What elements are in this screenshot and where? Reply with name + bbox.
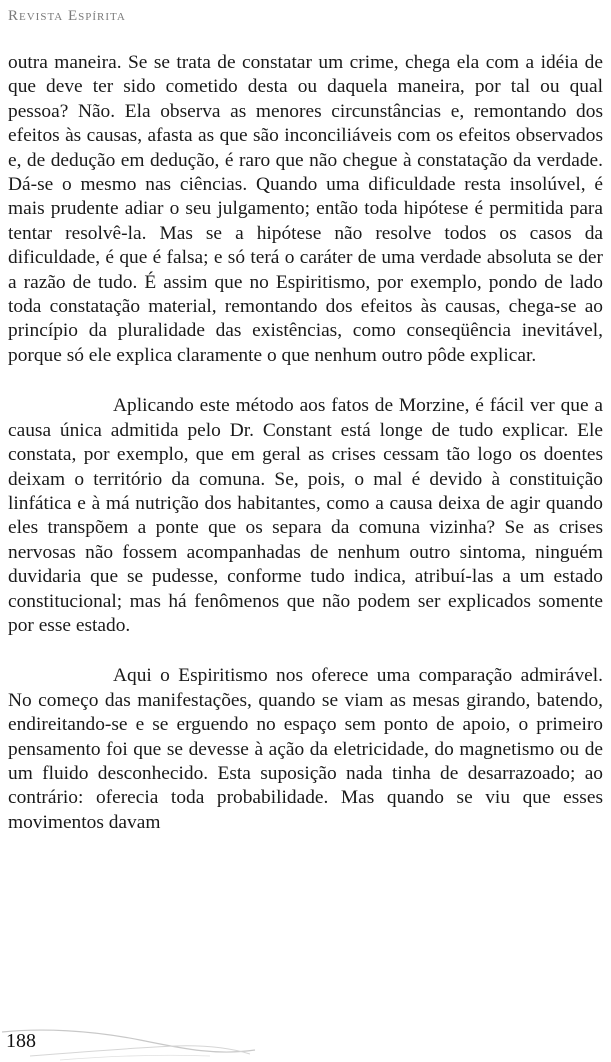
paragraph-3: Aqui o Espiritismo nos oferece uma comparação admirável. No começo das manifestações, quando se viam as mesas girando, batendo, endireitando-se e se erguendo no espaço sem ponto de apoio, o primeiro pensamento foi que se devesse à ação da eletricidade, do magnetismo ou de um fluido desconhecido. Esta suposição nada tinha de desarrazoado; ao contrário: oferecia toda probabilidade. Mas quando se viu que esses movimentos davam xyxy=(8,665,603,833)
running-head: Revista Espírita xyxy=(8,8,126,24)
flourish-ornament-icon xyxy=(0,1026,260,1062)
paragraph-2: Aplicando este método aos fatos de Morzine, é fácil ver que a causa única admitida pelo Dr. Constant está longe de tudo explicar. Ele constata, por exemplo, que em geral as crises cessam tão logo os doentes deixam o território da comuna. Se, pois, o mal é devido à constituição linfática e à má nutrição dos habitantes, como a causa deixa de agir quando eles transpõem a ponte que os separa da comuna vizinha? Se as crises nervosas não fossem acompanhadas de nenhum outro sintoma, ninguém duvidaria que se pudesse, conforme tudo indica, atribuí-las a um estado constitucional; mas há fenômenos que não podem ser explicados somente por esse estado. xyxy=(8,395,603,636)
body-text xyxy=(8,51,603,835)
paragraph-1: outra maneira. Se se trata de constatar um crime, chega ela com a idéia de que deve ter sido cometido desta ou daquela maneira, por tal ou qual pessoa? Não. Ela observa as menores circunstâncias e, remontando dos efeitos às causas, afasta as que são inconciliáveis com os efeitos observados e, de dedução em dedução, é raro que não chegue à constatação da verdade. Dá-se o mesmo nas ciências. Quando uma dificuldade resta insolúvel, é mais prudente adiar o seu julgamento; então toda hipótese é permitida para tentar resolvê-la. Mas se a hipótese não resolve todos os casos da dificuldade, é que é falsa; e só terá o caráter de uma verdade absoluta se der a razão de tudo. É assim que no Espiritismo, por exemplo, pondo de lado toda constatação material, remontando dos efeitos às causas, chega-se ao princípio da pluralidade das existências, como conseqüência inevitável, porque só ele explica claramente o que nenhum outro pôde explicar. xyxy=(8,52,603,366)
page-number: 188 xyxy=(6,1030,36,1052)
